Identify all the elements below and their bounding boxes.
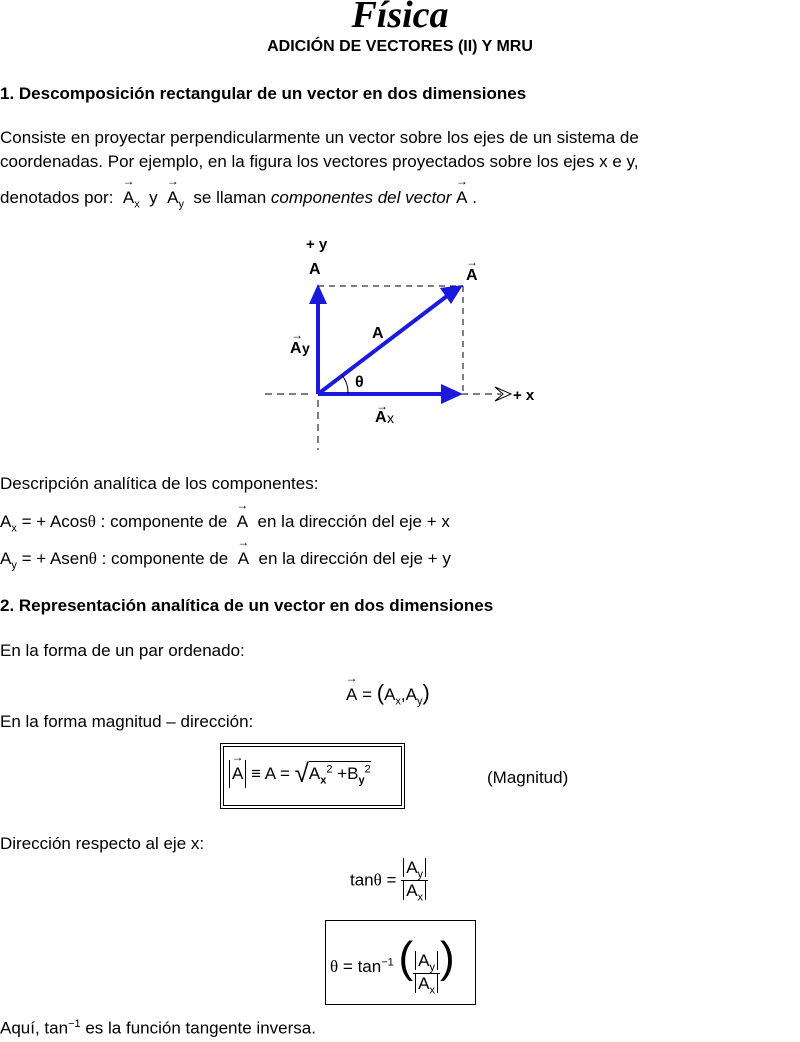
label-ay-subscript: y	[302, 340, 310, 356]
theta-arc	[342, 375, 348, 394]
analytic-intro: Descripción analítica de los componentes:	[0, 474, 319, 493]
vector-ay-head	[309, 284, 327, 304]
label-plus-y: + y	[306, 236, 328, 253]
theta-formula-box: $\theta = \tan^{-1}$ ( $\frac{A_y}{A_x}$ )	[325, 920, 476, 1005]
vector-a-ax-line: → A	[236, 498, 249, 531]
label-theta: θ	[355, 374, 364, 391]
label-plus-x: + x	[513, 387, 535, 404]
vector-ax-head	[441, 384, 463, 404]
components-italic-text: componentes del vector	[270, 188, 452, 207]
ax-formula-mid: : componente de	[100, 512, 228, 531]
b-symbol: B	[347, 764, 359, 783]
ax-formula-lhs: = + Acos	[21, 512, 88, 531]
and-text: y	[149, 188, 158, 207]
section-1-paragraph-line-2: coordenadas. Por ejemplo, en la figura los vectores proyectados sobre los ejes x e y,	[0, 152, 639, 171]
ay-formula-line: $A_y$ = + Asenθ : componente de → A en la dirección del eje + y	[0, 535, 451, 572]
magnitude-direction-intro: En la forma magnitud – dirección:	[0, 712, 254, 731]
label-ax-subscript: x	[387, 410, 394, 426]
label-a-vector-arrow: →	[466, 255, 478, 269]
label-ax: A	[375, 409, 387, 426]
vector-a-ay-line: → A	[237, 535, 250, 568]
ordered-pair-intro: En la forma de un par ordenado:	[0, 641, 245, 660]
ax-formula-rhs: en la dirección del eje + x	[257, 512, 450, 531]
ay-formula-lhs: = + Asen	[21, 549, 89, 568]
vector-ax-inline: → A	[122, 174, 135, 207]
direction-intro: Dirección respecto al eje x:	[0, 834, 205, 853]
magnitude-formula-box: → $A \equiv A = √A_x^2 +B_y^2$	[220, 743, 405, 809]
tan-theta-equation: tanθ = $\frac{A_y}{A_x}$	[350, 858, 428, 904]
label-a-top: A	[309, 261, 321, 278]
closing-sentence: Aquí, $\tan^{-1}$ es la función tangente inversa.	[0, 1018, 316, 1038]
ax-inline-subscript: x	[134, 198, 140, 211]
section-1-paragraph-line-3: denotados por: → $A_x$ y → $A_y$ se llaman componentes del vector → A .	[0, 174, 477, 211]
vector-decomposition-figure	[255, 232, 555, 454]
vector-a-inline: → A	[455, 174, 468, 207]
denoted-by-text: denotados por:	[0, 188, 114, 207]
magnitude-label: (Magnitud)	[487, 768, 569, 787]
label-ax-arrow: →	[376, 399, 388, 413]
page-title: Física	[351, 0, 449, 36]
section-1-paragraph-line-1: Consiste en proyectar perpendicularmente un vector sobre los ejes de un sistema de	[0, 128, 639, 147]
label-a-vector: A	[466, 267, 478, 284]
vector-a-shaft	[318, 296, 447, 394]
ax-formula-line: $A_x$ = + Acosθ : componente de → A en la dirección del eje + x	[0, 498, 450, 535]
page-subtitle: ADICIÓN DE VECTORES (II) Y MRU	[267, 38, 533, 55]
called-text: se llaman	[193, 188, 267, 207]
section-2-heading: 2. Representación analítica de un vector en dos dimensiones	[0, 596, 494, 615]
label-a-magnitude: A	[372, 325, 384, 342]
section-1-heading: 1. Descomposición rectangular de un vector en dos dimensiones	[0, 84, 527, 103]
ay-formula-mid: : componente de	[101, 549, 229, 568]
vector-ay-inline: → A	[166, 174, 179, 207]
ay-formula-rhs: en la dirección del eje + y	[258, 549, 451, 568]
label-ay-arrow: →	[291, 328, 303, 342]
ordered-pair-equation: → $A = (A_x,A_y)$	[345, 671, 430, 708]
label-ay: A	[290, 340, 302, 357]
ay-inline-subscript: y	[178, 198, 184, 211]
